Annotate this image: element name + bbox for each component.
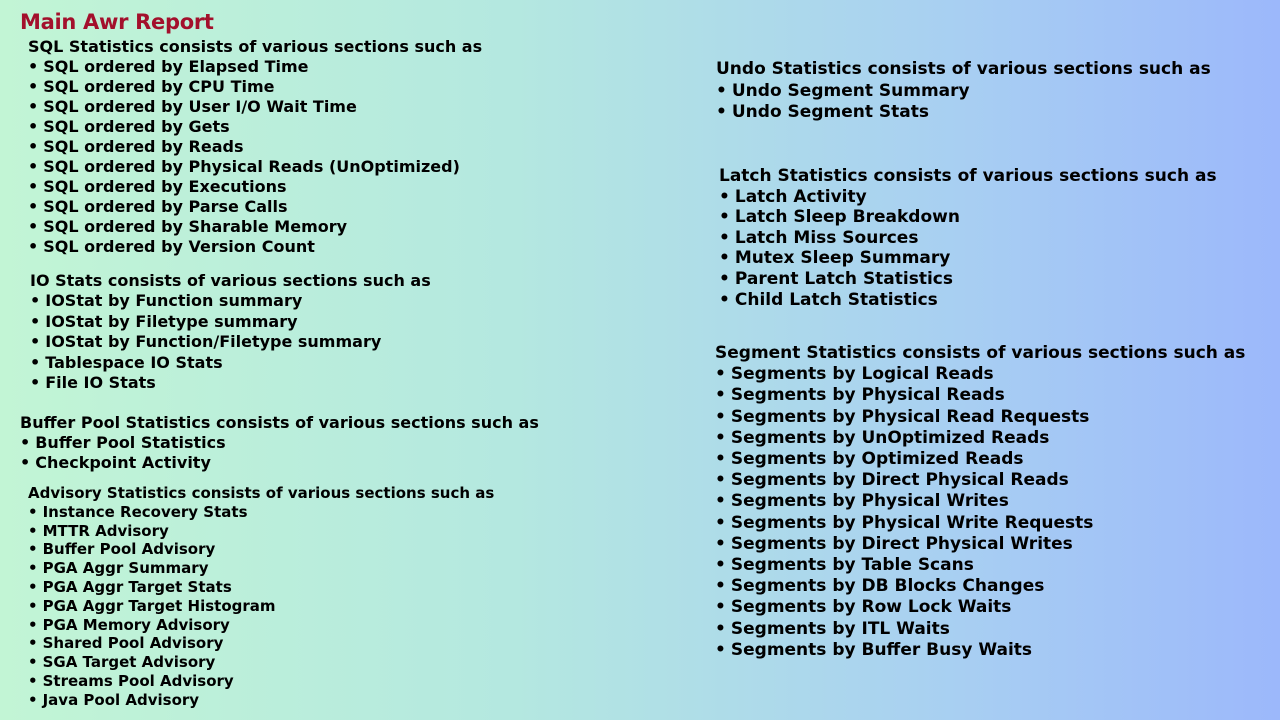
list-item: • Latch Miss Sources — [719, 228, 1217, 249]
list-item: • Segments by Table Scans — [715, 555, 1245, 576]
section-list — [716, 81, 1211, 124]
list-item: • Segments by Optimized Reads — [715, 449, 1245, 470]
list-item: • IOStat by Filetype summary — [30, 312, 431, 333]
advisory-statistics-section — [28, 484, 494, 710]
list-item: • File IO Stats — [30, 373, 431, 394]
list-item: • Segments by Physical Read Requests — [715, 407, 1245, 428]
latch-statistics-section — [719, 166, 1217, 310]
list-item: • SQL ordered by Elapsed Time — [28, 57, 482, 77]
list-item: • SQL ordered by Reads — [28, 137, 482, 157]
page-title: Main Awr Report — [20, 10, 214, 34]
section-list — [715, 364, 1245, 661]
list-item: • Latch Sleep Breakdown — [719, 207, 1217, 228]
list-item: • Segments by ITL Waits — [715, 619, 1245, 640]
section-heading: Advisory Statistics consists of various sections such as — [28, 484, 495, 502]
list-item: • Child Latch Statistics — [719, 290, 1217, 311]
list-item: • Streams Pool Advisory — [28, 672, 494, 691]
list-item: • Latch Activity — [719, 187, 1217, 208]
list-item: • PGA Memory Advisory — [28, 616, 494, 635]
list-item: • Tablespace IO Stats — [30, 353, 431, 374]
list-item: • Parent Latch Statistics — [719, 269, 1217, 290]
section-heading: Latch Statistics consists of various sections such as — [719, 166, 1217, 186]
list-item: • Buffer Pool Advisory — [28, 540, 494, 559]
section-heading: Segment Statistics consists of various sections such as — [715, 343, 1246, 363]
list-item: • Segments by Physical Writes — [715, 491, 1245, 512]
list-item: • IOStat by Function/Filetype summary — [30, 332, 431, 353]
segment-statistics-section — [715, 343, 1245, 661]
buffer-pool-statistics-section — [20, 413, 539, 473]
section-list — [28, 57, 482, 257]
list-item: • SQL ordered by Sharable Memory — [28, 217, 482, 237]
section-heading: IO Stats consists of various sections such as — [30, 271, 431, 290]
list-item: • SQL ordered by Executions — [28, 177, 482, 197]
section-list — [719, 187, 1217, 311]
list-item: • Segments by Logical Reads — [715, 364, 1245, 385]
list-item: • Mutex Sleep Summary — [719, 248, 1217, 269]
list-item: • Segments by Physical Write Requests — [715, 513, 1245, 534]
list-item: • Checkpoint Activity — [20, 453, 539, 473]
list-item: • SQL ordered by Version Count — [28, 237, 482, 257]
list-item: • Shared Pool Advisory — [28, 634, 494, 653]
io-stats-section — [30, 270, 431, 394]
list-item: • MTTR Advisory — [28, 522, 494, 541]
list-item: • Segments by Direct Physical Writes — [715, 534, 1245, 555]
list-item: • Segments by Buffer Busy Waits — [715, 640, 1245, 661]
list-item: • PGA Aggr Target Stats — [28, 578, 494, 597]
list-item: • SQL ordered by Physical Reads (UnOptimized) — [28, 157, 482, 177]
list-item: • PGA Aggr Summary — [28, 559, 494, 578]
list-item: • PGA Aggr Target Histogram — [28, 597, 494, 616]
section-list — [28, 503, 494, 710]
list-item: • Java Pool Advisory — [28, 691, 494, 710]
list-item: • Instance Recovery Stats — [28, 503, 494, 522]
section-list — [30, 291, 431, 394]
list-item: • SQL ordered by Gets — [28, 117, 482, 137]
undo-statistics-section — [716, 59, 1211, 124]
list-item: • IOStat by Function summary — [30, 291, 431, 312]
list-item: • Undo Segment Summary — [716, 81, 1211, 103]
list-item: • Segments by Direct Physical Reads — [715, 470, 1245, 491]
list-item: • Segments by UnOptimized Reads — [715, 428, 1245, 449]
list-item: • Segments by Row Lock Waits — [715, 597, 1245, 618]
list-item: • Buffer Pool Statistics — [20, 433, 539, 453]
section-heading: Buffer Pool Statistics consists of various sections such as — [20, 413, 539, 432]
list-item: • Segments by Physical Reads — [715, 385, 1245, 406]
list-item: • SQL ordered by Parse Calls — [28, 197, 482, 217]
list-item: • SQL ordered by User I/O Wait Time — [28, 97, 482, 117]
section-list — [20, 433, 539, 473]
list-item: • SGA Target Advisory — [28, 653, 494, 672]
list-item: • SQL ordered by CPU Time — [28, 77, 482, 97]
section-heading: SQL Statistics consists of various sections such as — [28, 37, 483, 56]
list-item: • Undo Segment Stats — [716, 102, 1211, 124]
list-item: • Segments by DB Blocks Changes — [715, 576, 1245, 597]
section-heading: Undo Statistics consists of various sections such as — [716, 59, 1211, 79]
sql-statistics-section — [28, 37, 482, 257]
